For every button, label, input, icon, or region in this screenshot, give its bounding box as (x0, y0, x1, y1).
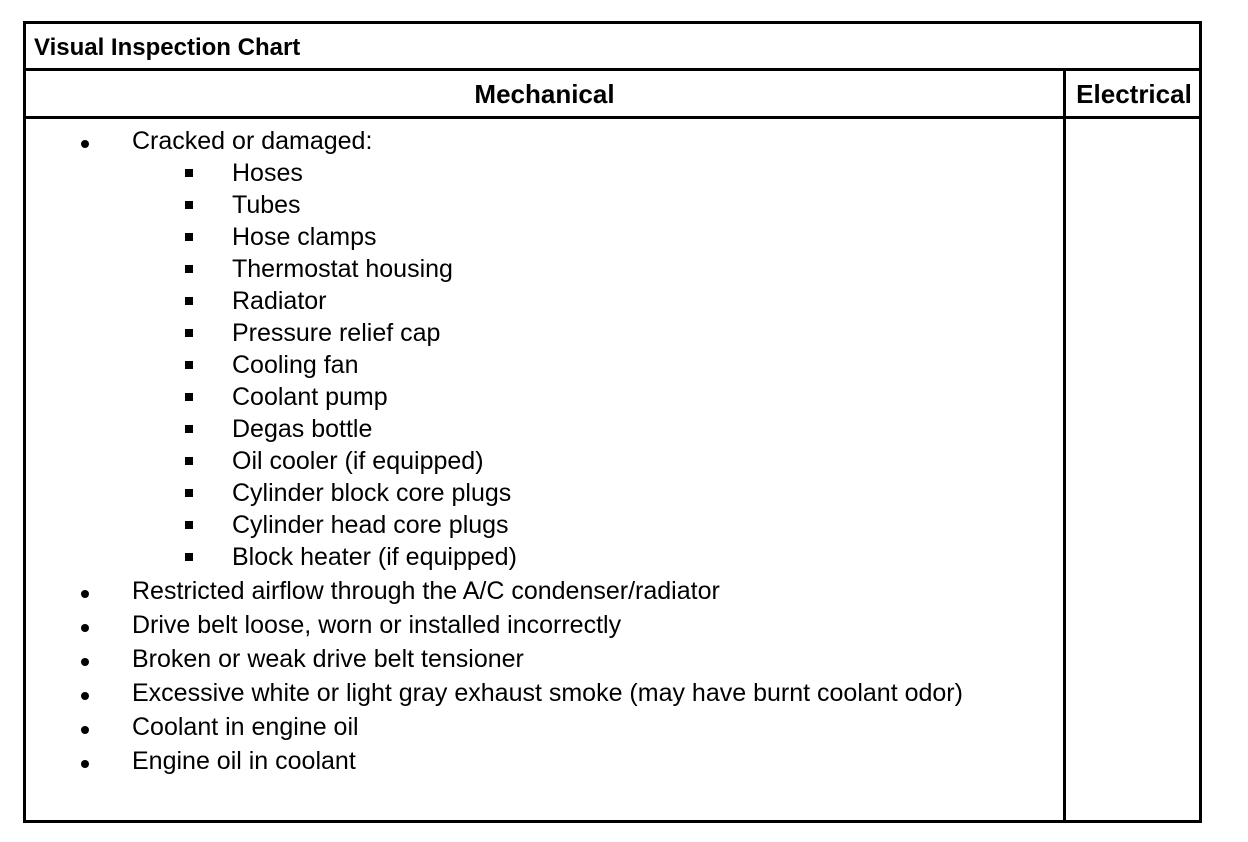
square-bullet-icon (185, 201, 193, 209)
square-bullet-icon (185, 521, 193, 529)
square-bullet-icon (185, 169, 193, 177)
bullet-icon (81, 713, 101, 741)
bullet-icon (81, 679, 101, 707)
electrical-column-header: Electrical (1076, 79, 1192, 109)
sub-list-item: Cylinder block core plugs (232, 479, 512, 507)
column-header-row (26, 71, 1199, 119)
square-bullet-icon (185, 233, 193, 241)
bullet-icon (81, 577, 101, 605)
chart-title: Visual Inspection Chart (34, 34, 301, 61)
square-bullet-icon (185, 425, 193, 433)
list-item: Broken or weak drive belt tensioner (132, 645, 524, 673)
bullet-icon (81, 747, 101, 775)
sub-list-item: Thermostat housing (232, 255, 453, 283)
sub-list-item: Hoses (232, 159, 303, 187)
bullet-icon (81, 127, 101, 155)
bullet-icon (81, 611, 101, 639)
sub-list-item: Radiator (232, 287, 327, 315)
list-item: Engine oil in coolant (132, 747, 356, 775)
sub-list-item: Degas bottle (232, 415, 373, 443)
list-item: Excessive white or light gray exhaust smoke (may have burnt coolant odor) (132, 679, 963, 707)
list-item: Restricted airflow through the A/C condenser/radiator (132, 577, 720, 605)
list-item: Cracked or damaged: (132, 127, 373, 155)
visual-inspection-chart (23, 21, 1202, 823)
sub-list-item: Cylinder head core plugs (232, 511, 509, 539)
list-item: Coolant in engine oil (132, 713, 359, 741)
square-bullet-icon (185, 329, 193, 337)
list-item: Drive belt loose, worn or installed incorrectly (132, 611, 622, 639)
square-bullet-icon (185, 457, 193, 465)
square-bullet-icon (185, 553, 193, 561)
square-bullet-icon (185, 297, 193, 305)
sub-list-item: Pressure relief cap (232, 319, 441, 347)
mechanical-column-header: Mechanical (474, 79, 615, 109)
square-bullet-icon (185, 265, 193, 273)
sub-list-item: Oil cooler (if equipped) (232, 447, 484, 475)
sub-list-item: Coolant pump (232, 383, 388, 411)
square-bullet-icon (185, 393, 193, 401)
square-bullet-icon (185, 361, 193, 369)
chart-title-row (26, 24, 1199, 71)
sub-list-item: Hose clamps (232, 223, 377, 251)
sub-list-item: Cooling fan (232, 351, 359, 379)
electrical-column-body (1066, 119, 1199, 823)
sub-list-item: Block heater (if equipped) (232, 543, 517, 571)
sub-list-item: Tubes (232, 191, 301, 219)
bullet-icon (81, 645, 101, 673)
square-bullet-icon (185, 489, 193, 497)
